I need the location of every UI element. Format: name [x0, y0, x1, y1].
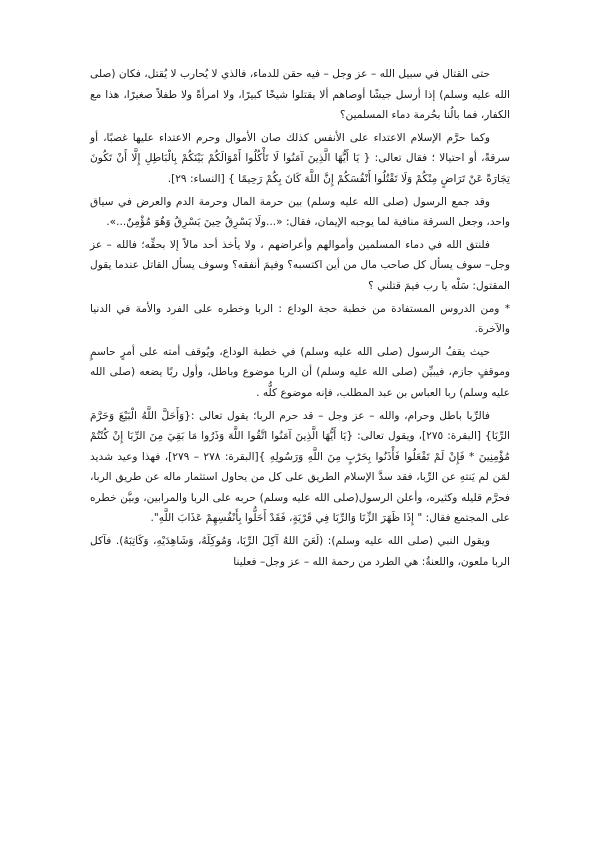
paragraph: حتى القتال في سبيل الله – عز وجل – فيه حقن للدماء، فالذي لا يُحارب لا يُقتل، فكان (صلى الله عليه وسلم) إذا أرسل جيشًا أوصاهم ألا يقتلوا شيخًا كبيرًا، ولا امرأةً ولا طفلاً صغيرًا، هذا مع الكفار، فما بالُنا بحُرمة دماء المسلمين؟ — [90, 68, 510, 122]
paragraph: فالرِّبا باطل وحرام، والله – عز وجل – قد حرم الربا؛ يقول تعالى :{وَأَحَلَّ اللَّهُ الْبَيْعَ وَحَرَّمَ الرِّبَا} [البقرة: ٢٧٥]، ويقول تعالى: {يَا أَيُّهَا الَّذِينَ آمَنُوا اتَّقُوا اللَّهَ وَذَرُوا مَا بَقِيَ مِنَ الرِّبَا إِنْ كُنْتُمْ مُؤْمِنِينَ * فَإِنْ لَمْ تَفْعَلُوا فَأْذَنُوا بِحَرْبٍ مِنَ اللَّهِ وَرَسُولِهِ }[البقرة: ٢٧٨ – ٢٧٩]، فهذا وعيد شديد لمَن لم يَنتهِ عن الرِّبا، فقد سدَّ الإسلام الطريق على كل من يحاول استثمار ماله عن طريق الربا، فحرَّم قليله وكثيره، وأعلن الرسول(صلى الله عليه وسلم) حربه على الربا والمرابين، وبيَّن خطره على المجتمع فقال: " إِذَا ظَهَرَ الزِّنَا وَالرِّبَا فِي قَرْيَةٍ، فَقَدْ أَحَلُّوا بِأَنْفُسِهِمْ عَذَابَ اللَّهِ". — [90, 409, 510, 525]
paragraph: حيث يقفُ الرسول (صلى الله عليه وسلم) في خطبة الوداع، ويُوقف أمته على أمرٍ حاسمٍ وموقفٍ جازم، فيبيِّن (صلى الله عليه وسلم) أن الربا موضوع وباطل، وأول ربًا يضعه (صلى الله عليه وسلم) ربا العباس بن عبد المطلب، فإنه موضوع كلُّه . — [90, 345, 510, 399]
paragraph: وكما حرَّم الإسلام الاعتداء على الأنفس كذلك صان الأموال وحرم الاعتداء عليها غصبًا، أو سرقةً، أو احتيالا ؛ فقال تعالى: { يَا أَيُّهَا الَّذِينَ آمَنُوا لَا تَأْكُلُوا أَمْوَالَكُمْ بَيْنَكُمْ بِالْبَاطِلِ إِلَّا أَنْ تَكُونَ تِجَارَةً عَنْ تَرَاضٍ مِنْكُمْ وَلَا تَقْتُلُوا أَنْفُسَكُمْ إِنَّ اللَّهَ كَانَ بِكُمْ رَحِيمًا } [النساء: ٢٩]. — [90, 131, 510, 185]
bullet-paragraph: * ومن الدروس المستفادة من خطبة حجة الوداع : الربا وخطره على الفرد والأمة في الدنيا والآخرة. — [90, 302, 510, 336]
paragraph: فلنتق الله في دماء المسلمين وأموالهم وأعراضهم ، ولا يأخذ أحد مالاً إلا بحقِّه؛ فالله – عز وجل– سوف يسأل كل صاحب مال من أين اكتسبه؟ وفيمَ أنفقه؟ وسوف يسأل القاتل عندما يقول المقتول: سَلْه يا رب فيمَ قتلني ؟ — [90, 238, 510, 292]
body-text — [90, 64, 510, 574]
paragraph: ويقول النبي (صلى الله عليه وسلم): (لَعَنَ اللهُ آكِلَ الرِّبَا، وَمُوكِلَهُ، وَشَاهِدَيْهِ، وَكَاتِبَهُ). فآكل الربا ملعون، واللعنةُ: هي الطرد من رحمة الله – عز وجل– فعلينا — [90, 535, 510, 568]
paragraph: وقد جمع الرسول (صلى الله عليه وسلم) بين حرمة المال وحرمة الدم والعرض في سياق واحد، وجعل السرقة منافية لما يوجبه الإيمان، فقال: «...ولَا يَسْرِقُ حِينَ يَسْرِقُ وَهُوَ مُؤْمِنٌ...». — [90, 195, 510, 229]
